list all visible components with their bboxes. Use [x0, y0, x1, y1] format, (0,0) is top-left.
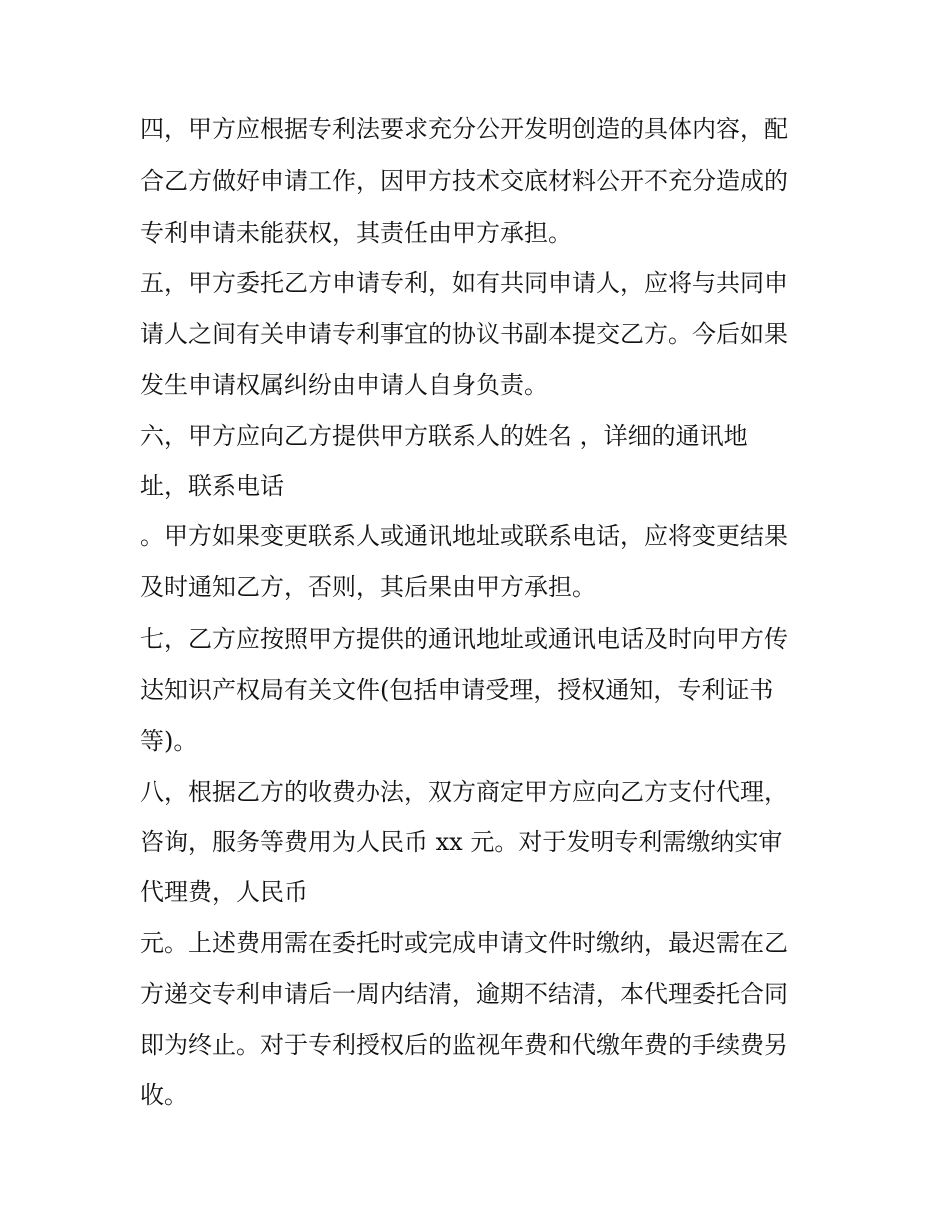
text-line: 八，根据乙方的收费办法，双方商定甲方应向乙方支付代理， [140, 778, 788, 806]
text-line: 六，甲方应向乙方提供甲方联系人的姓名 ，详细的通讯地 [140, 422, 748, 450]
text-line: 发生申请权属纠纷由申请人自身负责。 [140, 371, 548, 399]
text-line: 合乙方做好申请工作，因甲方技术交底材料公开不充分造成的 [140, 167, 788, 195]
text-line: 等)。 [140, 727, 198, 755]
text-line: 址，联系电话 [140, 472, 284, 500]
text-line: 及时通知乙方，否则，其后果由甲方承担。 [140, 573, 596, 601]
text-line: 咨询，服务等费用为人民币 xx 元。对于发明专利需缴纳实审 [140, 828, 783, 856]
text-line: 收。 [140, 1081, 188, 1109]
text-line: 方递交专利申请后一周内结清，逾期不结清，本代理委托合同 [140, 980, 788, 1008]
text-line: 四，甲方应根据专利法要求充分公开发明创造的具体内容，配 [140, 115, 788, 143]
text-line: 七，乙方应按照甲方提供的通讯地址或通讯电话及时向甲方传 [140, 625, 788, 653]
text-line: 元。上述费用需在委托时或完成申请文件时缴纳，最迟需在乙 [140, 929, 788, 957]
text-line: 专利申请未能获权，其责任由甲方承担。 [140, 219, 572, 247]
text-line: 五，甲方委托乙方申请专利，如有共同申请人，应将与共同申 [140, 269, 788, 297]
text-line: 请人之间有关申请专利事宜的协议书副本提交乙方。今后如果 [140, 320, 788, 348]
text-line: 。甲方如果变更联系人或通讯地址或联系电话，应将变更结果 [140, 522, 788, 550]
text-line: 代理费，人民币 [140, 878, 308, 906]
text-line: 即为终止。对于专利授权后的监视年费和代缴年费的手续费另 [140, 1031, 788, 1059]
text-line: 达知识产权局有关文件(包括申请受理，授权通知，专利证书 [140, 676, 774, 704]
